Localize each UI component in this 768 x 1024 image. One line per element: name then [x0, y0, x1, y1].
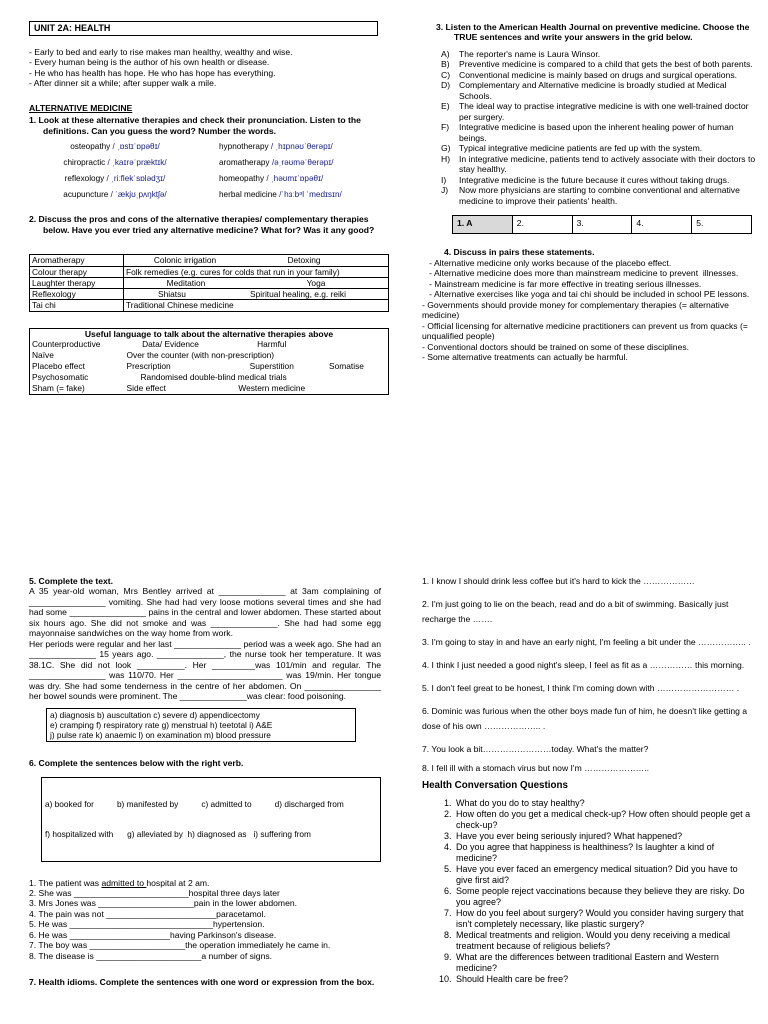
statement-item: F) Integrative medicine is based upon the inherent healing power of human beings.	[441, 122, 734, 143]
question-3: 3. Listen to the American Health Journal on preventive medicine. Choose the TRUE sentences and write your answers in the grid below.	[436, 22, 750, 43]
list-item: 2. How often do you get a medical check-up? How often should people get a check-up?	[454, 809, 756, 831]
table-row	[30, 339, 389, 350]
useful-language-box	[29, 328, 389, 395]
discussion-item: - Some alternative treatments can actually be harmful.	[422, 352, 628, 363]
statement-item: I) Integrative medicine is the future because it cures without taking drugs.	[441, 174, 730, 185]
idiom-item: 4. I think I just needed a good night's sleep, I feel as fit as a …………… this morning.	[422, 660, 745, 671]
statement-item: J) Now more physicians are starting to combine conventional and alternative medicine to improve their patients' health.	[441, 185, 740, 206]
statement-item: G) Typical integrative medicine patients are fed up with the system.	[441, 143, 703, 154]
therapy-item: homeopathy / ˌhəʊmɪˈɒpəθɪ/	[219, 174, 324, 184]
therapy-types-table	[29, 254, 389, 311]
useful-term: Superstition	[249, 361, 294, 372]
answer-cell[interactable]: 4.	[632, 216, 692, 234]
therapy-pronunciation-grid	[29, 142, 389, 200]
discussion-item: - Alternative medicine does more than mainstream medicine to prevent illnesses.	[422, 268, 739, 279]
discussion-item: - Alternative exercises like yoga and tai chi should be included in school PE lessons.	[422, 289, 750, 300]
discussion-item: - Governments should provide money for complementary therapies (= alternative medicine)	[422, 299, 729, 321]
answer-grid	[452, 215, 752, 234]
idiom-item: 2. I'm just going to lie on the beach, read and do a bit of swimming. Basically just recharge the …….	[422, 599, 729, 625]
therapy-item: aromatherapy /əˌrəʊməˈθerəpɪ/	[219, 158, 334, 168]
alt-med-heading: ALTERNATIVE MEDICINE	[29, 102, 133, 113]
answer-cell[interactable]: 1. A	[453, 216, 513, 234]
list-item: 7. How do you feel about surgery? Would you consider having surgery that isn't completely necessary, like plastic surgery?	[454, 908, 756, 930]
table-row	[30, 289, 389, 300]
list-item: 10. Should Health care be free?	[454, 974, 756, 985]
discussion-section	[422, 247, 756, 362]
idiom-item: 6. Dominic was furious when the other boys made fun of him, he doesn't like getting a dose of his own ……………….. .	[422, 706, 748, 732]
useful-term: Naïve	[32, 350, 54, 361]
statement-item: C) Conventional medicine is mainly based on drugs and surgical operations.	[441, 69, 738, 80]
right-top-column	[422, 20, 756, 363]
table-cell: Aromatherapy	[30, 255, 124, 266]
proverb-3: - He who has health has hope. He who has hope has everything.	[29, 67, 276, 78]
therapy-item: acupuncture / ˈækjʊˌpʌŋktʃə/	[63, 190, 167, 200]
verb-box	[41, 777, 381, 862]
therapy-item: reflexology / ˌriːflekˈsɒlədʒɪ/	[64, 174, 166, 184]
table-row	[30, 383, 389, 394]
complete-the-text-passage: A 35 year-old woman, Mrs Bentley arrived at ______________ at 3am complaining of ________________ vomiting. She had had very loose motions several times and she had had some ________________ pains in the central and lower abdomen. These started about six hours ago. She did not smoke and was ______________. She had had some egg mayonnaise sandwiches on the way home from work. Her periods were regular and her last ______________ period was a week ago. She had an ______________ 15 years ago. ______________, the nurse took her temperature. It was 38.1C. She did not look __________. Her _________was 101/min and regular. The ________________ was 110/70. Her ______________________ was 19/min. Her tongue was dry. She had some tenderness in the centre of her abdomen. On ________________ her bowel sounds were prominent. The ______________was clear: food poisoning.	[29, 586, 381, 702]
therapy-item: chiropractic / ˌkaɪrəˈpræktɪk/	[63, 158, 167, 168]
discussion-item: - Official licensing for alternative medicine practitioners can prevent us from quacks (= unqualified people)	[422, 320, 748, 342]
answer-cell[interactable]: 5.	[692, 216, 752, 234]
word-box-line: j) pulse rate k) anaemic l) on examination m) blood pressure	[50, 730, 271, 741]
sentence-item: 3. Mrs Jones was ____________________pain in the lower abdomen.	[29, 898, 298, 909]
list-item: 8. Medical treatments and religion. Would you deny receiving a medical treatment because of religious beliefs?	[454, 930, 756, 952]
table-cell: Folk remedies (e.g. cures for colds that run in your family)	[124, 266, 389, 277]
useful-term: Somatise	[329, 361, 364, 372]
table-cell: Traditional Chinese medicine	[124, 300, 389, 311]
useful-term: Over the counter (with non-prescription)	[126, 350, 275, 361]
proverbs	[29, 47, 389, 89]
useful-term: Sham (= fake)	[32, 383, 85, 394]
useful-term: Placebo effect	[32, 361, 85, 372]
question-5: 5. Complete the text.	[29, 576, 114, 586]
unit-title: UNIT 2A: HEALTH	[29, 21, 378, 36]
list-item: 9. What are the differences between traditional Eastern and Western medicine?	[454, 952, 756, 974]
table-row	[30, 300, 389, 311]
table-cell: Meditation Yoga	[124, 277, 389, 288]
list-item: 5. Have you ever faced an emergency medical situation? Did you have to give first aid?	[454, 864, 756, 886]
verb-box-line: f) hospitalized with g) alleviated by h) diagnosed as i) suffering from	[45, 829, 311, 840]
idiom-sentences	[422, 574, 756, 776]
list-item: 3. Have you ever being seriously injured? What happened?	[454, 831, 756, 842]
sentence-item: 1. The patient was admitted to hospital at 2 am.	[29, 877, 210, 888]
useful-term: Randomised double-blind medical trials	[140, 372, 287, 383]
word-box-line: a) diagnosis b) auscultation c) severe d) appendicectomy	[50, 709, 260, 720]
verb-sentences	[29, 878, 381, 962]
sentence-item: 2. She was ________________________hospital three days later	[29, 887, 280, 898]
word-box	[46, 708, 356, 742]
useful-term: Side effect	[126, 383, 166, 394]
statement-list	[436, 49, 756, 206]
verb-box-line: a) booked for b) manifested by c) admitted to d) discharged from	[45, 798, 344, 809]
table-row	[30, 277, 389, 288]
sentence-item: 5. He was ______________________________hypertension.	[29, 919, 265, 930]
sentence-item: 4. The pain was not _______________________paracetamol.	[29, 908, 266, 919]
statement-item: H) In integrative medicine, patients tend to actively associate with their doctors to stay healthy.	[441, 153, 756, 175]
discussion-item: - Alternative medicine only works because of the placebo effect.	[422, 257, 672, 268]
table-row	[30, 266, 389, 277]
table-cell: Colour therapy	[30, 266, 124, 277]
statement-item: D) Complementary and Alternative medicine is broadly studied at Medical Schools.	[441, 80, 727, 101]
question-2: 2. Discuss the pros and cons of the alternative therapies/ complementary therapies below. Have you ever tried any alternative medicine? What for? Was it any good?	[29, 214, 375, 235]
question-4: 4. Discuss in pairs these statements.	[444, 247, 595, 258]
useful-term: Harmful	[257, 339, 287, 350]
answer-cell[interactable]: 2.	[512, 216, 572, 234]
right-bottom-column	[422, 574, 756, 985]
useful-term: Western medicine	[238, 383, 306, 394]
table-row	[30, 350, 389, 361]
list-item: 1. What do you do to stay healthy?	[454, 798, 756, 809]
proverb-1: - Early to bed and early to rise makes man healthy, wealthy and wise.	[29, 46, 293, 57]
question-1: 1. Look at these alternative therapies and check their pronunciation. Listen to the definitions. Can you guess the word? Number the words.	[29, 115, 361, 136]
list-item: 6. Some people reject vaccinations because they believe they are risky. Do you agree?	[454, 886, 756, 908]
statement-item: E) The ideal way to practise integrative medicine is with one well-trained doctor per surgery.	[441, 101, 749, 122]
statement-item: B) Preventive medicine is compared to a child that gets the best of both parents.	[441, 59, 753, 70]
useful-language-title: Useful language to talk about the alternative therapies above	[84, 328, 334, 339]
conversation-questions-title: Health Conversation Questions	[422, 780, 568, 792]
discussion-item: - Mainstream medicine is far more effective in treating serious illnesses.	[422, 278, 702, 289]
discussion-item: - Conventional doctors should be trained on some of these disciplines.	[422, 341, 690, 352]
word-box-line: e) cramping f) respiratory rate g) menstrual h) teetotal i) A&E	[50, 719, 273, 730]
statement-item: A) The reporter's name is Laura Winsor.	[441, 48, 601, 59]
proverb-2: - Every human being is the author of his own health or disease.	[29, 57, 270, 68]
therapy-item: hypnotherapy / ˌhɪpnəʊˈθerəpɪ/	[219, 142, 333, 152]
question-7: 7. Health idioms. Complete the sentences with one word or expression from the box.	[29, 977, 375, 988]
table-row	[30, 361, 389, 372]
table-cell: Laughter therapy	[30, 277, 124, 288]
proverb-4: - After dinner sit a while; after supper walk a mile.	[29, 78, 217, 89]
idiom-item: 3. I'm going to stay in and have an early night, I'm feeling a bit under the …………….. .	[422, 637, 751, 648]
useful-term: Counterproductive	[32, 339, 101, 350]
table-cell: Tai chi	[30, 300, 124, 311]
useful-term: Data/ Evidence	[142, 339, 199, 350]
list-item: 4. Do you agree that happiness is healthiness? Is laughter a kind of medicine?	[454, 842, 756, 864]
therapy-item: osteopathy / ˌɒstɪˈɒpəθɪ/	[70, 142, 160, 152]
table-cell: Reflexology	[30, 289, 124, 300]
table-cell: Colonic irrigation Detoxing	[124, 255, 389, 266]
idiom-item: 8. I fell ill with a stomach virus but now I'm …………………..	[422, 763, 650, 774]
idiom-item: 7. You look a bit……………………today. What's the matter?	[422, 744, 649, 755]
table-cell: Shiatsu Spiritual healing, e.g. reiki	[124, 289, 389, 300]
sentence-item: 8. The disease is ______________________a number of signs.	[29, 950, 273, 961]
table-row	[30, 372, 389, 383]
answer-cell[interactable]: 3.	[572, 216, 632, 234]
useful-term: Prescription	[126, 361, 171, 372]
idiom-item: 1. I know I should drink less coffee but it's hard to kick the ………………	[422, 576, 695, 586]
sentence-item: 6. He was _____________________having Parkinson's disease.	[29, 929, 277, 940]
question-6: 6. Complete the sentences below with the right verb.	[29, 758, 244, 769]
conversation-questions-list	[422, 798, 756, 984]
left-bottom-column	[29, 574, 381, 988]
left-top-column	[29, 21, 389, 395]
idiom-item: 5. I don't feel great to be honest, I think I'm coming down with ……………………… .	[422, 683, 740, 694]
sentence-item: 7. The boy was ____________________the operation immediately he came in.	[29, 940, 331, 951]
useful-term: Psychosomatic	[32, 372, 89, 383]
table-row	[30, 255, 389, 266]
therapy-item: herbal medicine /ˈhɜːbᵊl ˈmedɪsɪn/	[219, 190, 342, 200]
